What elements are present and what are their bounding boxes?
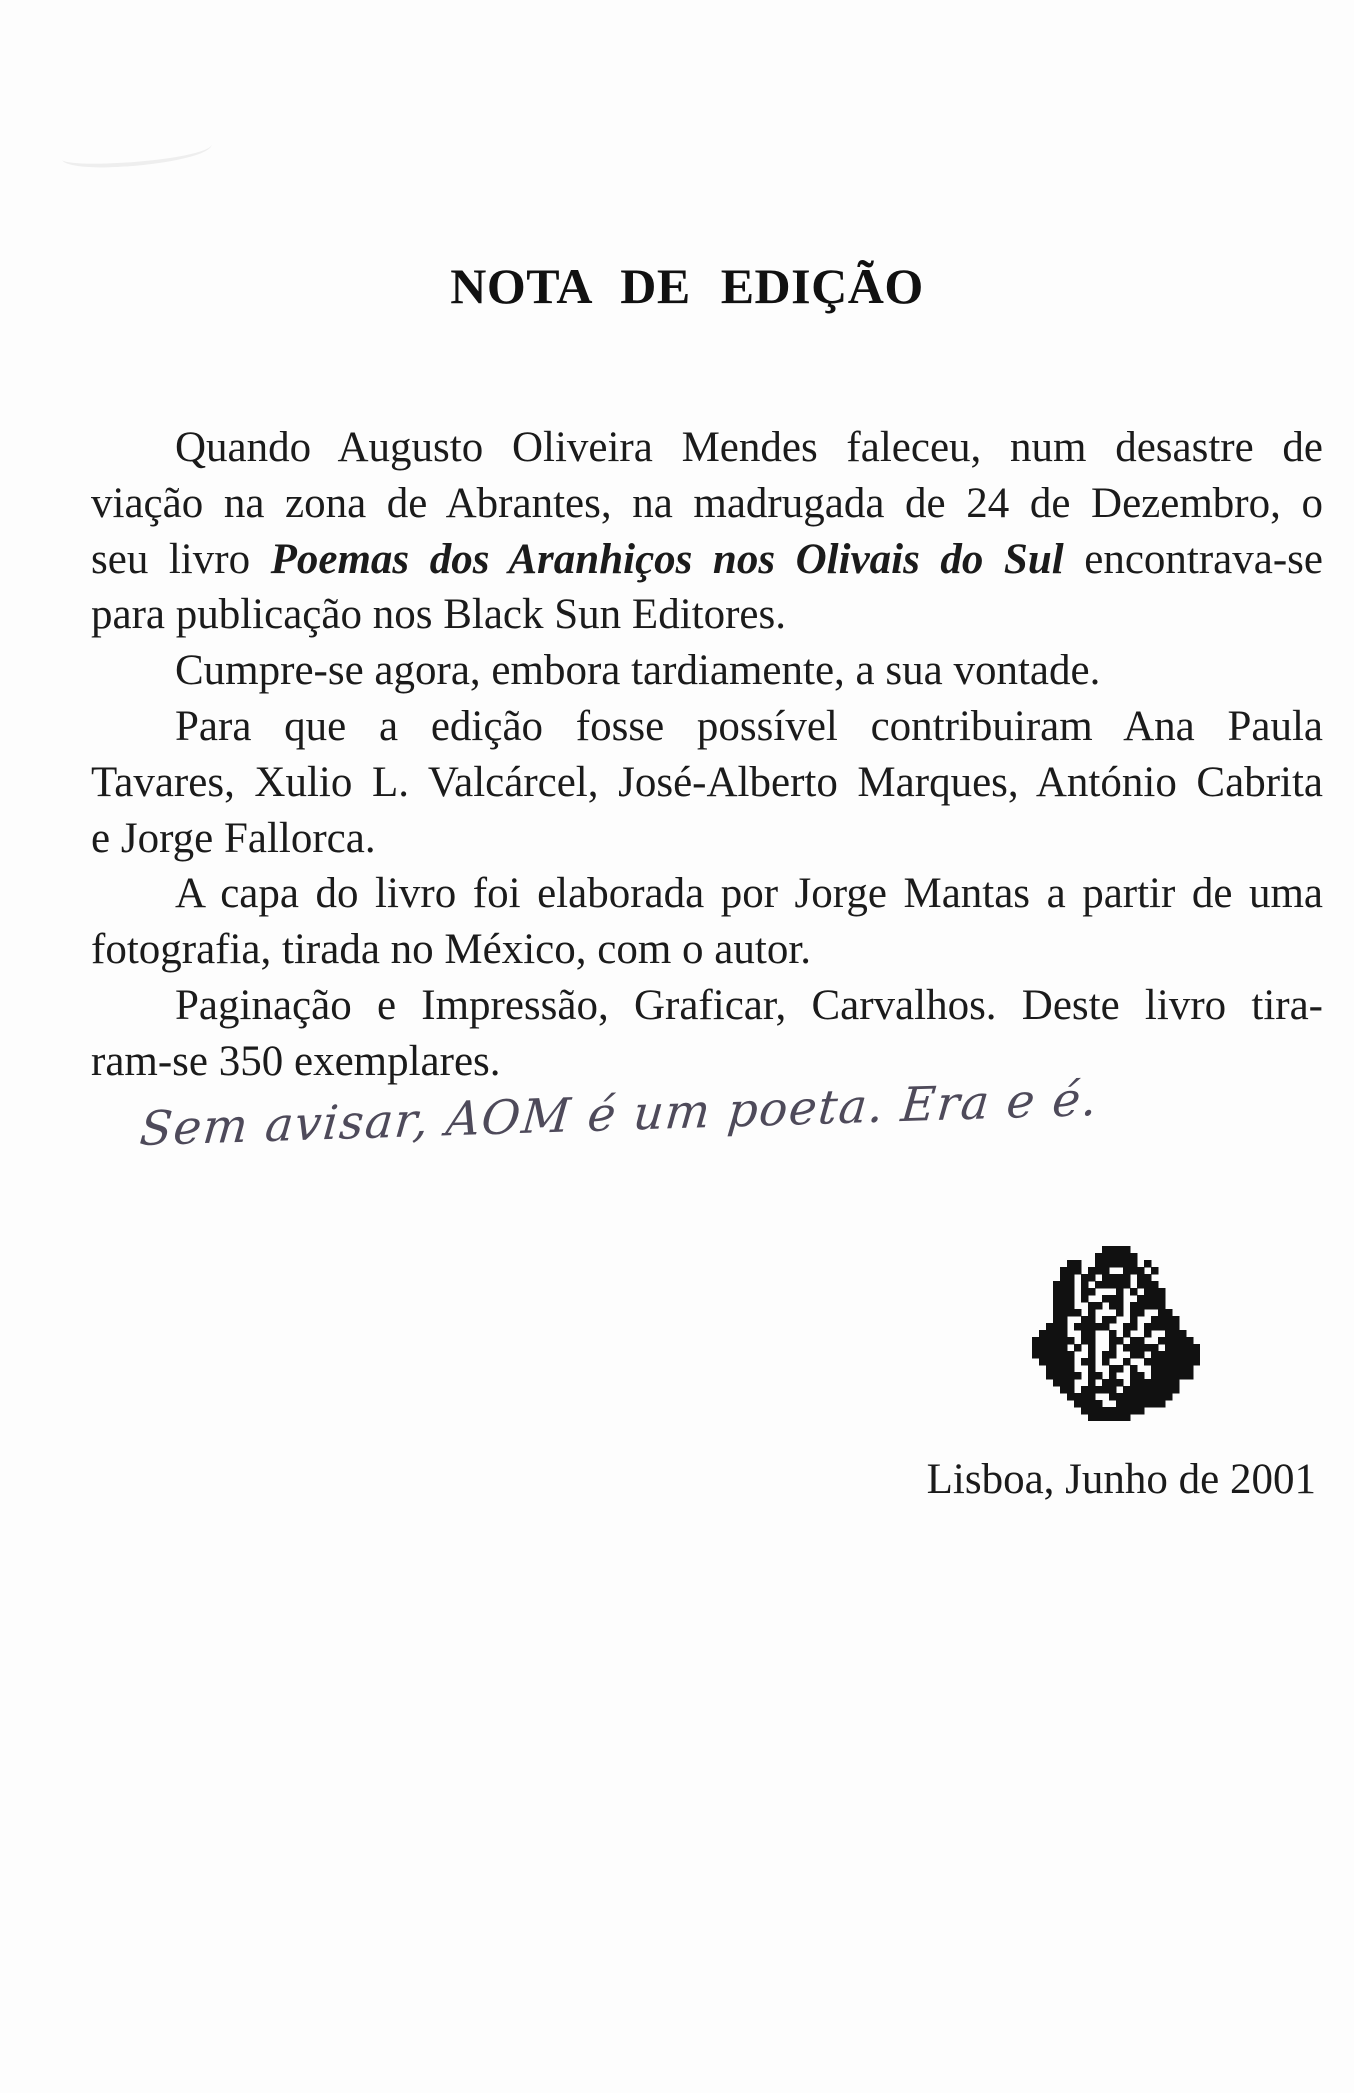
book-title-text: Poemas dos Aranhiços nos Olivais do Sul [270,535,1064,583]
text-line: Para que a edição fosse possível contribuiram Ana Paula [175,702,1323,750]
text-line: e Jorge Fallorca. [91,814,376,862]
text-line [91,532,1323,588]
handwritten-inscription: Sem avisar, AOM é um poeta. Era e é. [137,1071,1101,1158]
date-line: Lisboa, Junho de 2001 [926,1456,1316,1503]
text-segment: encontrava-se [1063,535,1323,583]
text-segment: seu livro [91,535,271,583]
text-line: Tavares, Xulio L. Valcárcel, José-Alberto Marques, António Cabrita [91,758,1323,806]
edition-note-text [91,420,1323,1090]
text-line: para publicação nos Black Sun Editores. [91,591,786,639]
text-line: Paginação e Impressão, Graficar, Carvalhos. Deste livro tira- [175,981,1323,1029]
text-line: fotografia, tirada no México, com o autor. [91,926,812,974]
page-title: NOTA DE EDIÇÃO [450,258,924,314]
text-line: A capa do livro foi elaborada por Jorge Mantas a partir de uma [175,870,1323,918]
text-line: ram-se 350 exemplares. [91,1037,501,1085]
text-line: Quando Augusto Oliveira Mendes faleceu, num desastre de [175,424,1323,471]
text-line: viação na zona de Abrantes, na madrugada de 24 de Dezembro, o [91,479,1323,527]
text-line: Cumpre-se agora, embora tardiamente, a sua vontade. [175,647,1101,695]
scan-smudge [61,134,212,170]
colophon-stamp-image [1032,1246,1202,1422]
